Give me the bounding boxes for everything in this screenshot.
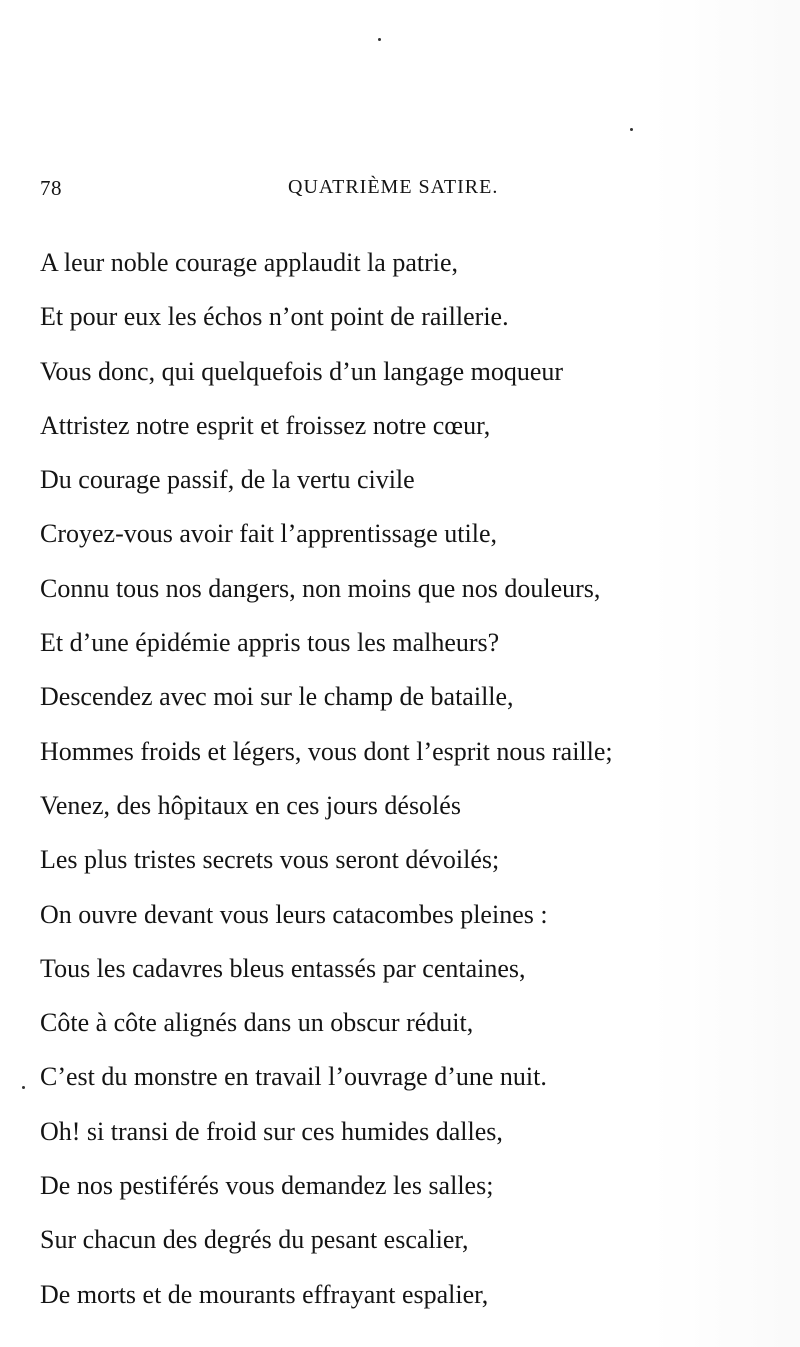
ink-speck — [22, 1086, 25, 1089]
verse-line: Oh! si transi de froid sur ces humides dalles, — [40, 1116, 503, 1146]
verse-line: A leur noble courage applaudit la patrie, — [40, 248, 459, 277]
verse-line: Les plus tristes secrets vous seront dévoilés; — [40, 845, 500, 875]
verse-line: Tous les cadavres bleus entassés par centaines, — [40, 953, 526, 983]
verse-line: On ouvre devant vous leurs catacombes pleines : — [40, 899, 548, 929]
verse-line: Attristez notre esprit et froissez notre cœur, — [40, 410, 491, 440]
verse-line: Hommes froids et légers, vous dont l’esprit nous raille; — [40, 736, 613, 766]
verse-line: Vous donc, qui quelquefois d’un langage moqueur — [40, 356, 564, 386]
verse-line: Et d’une épidémie appris tous les malheurs? — [40, 628, 500, 658]
verse-line: Sur chacun des degrés du pesant escalier, — [40, 1225, 469, 1255]
verse-line: Du courage passif, de la vertu civile — [40, 465, 415, 495]
running-title: QUATRIÈME SATIRE. — [288, 176, 499, 198]
page-header — [40, 176, 540, 206]
verse-line: Descendez avec moi sur le champ de bataille, — [40, 682, 514, 712]
verse-line: Et pour eux les échos n’ont point de raillerie. — [40, 302, 509, 332]
poem-text — [40, 236, 780, 1322]
page-number: 78 — [40, 176, 62, 200]
verse-line: De nos pestiférés vous demandez les salles; — [40, 1171, 494, 1201]
verse-line: C’est du monstre en travail l’ouvrage d’une nuit. — [40, 1062, 547, 1092]
verse-line: Croyez-vous avoir fait l’apprentissage utile, — [40, 519, 498, 549]
ink-speck — [378, 38, 381, 41]
verse-line: Côte à côte alignés dans un obscur réduit, — [40, 1008, 474, 1038]
verse-line: Venez, des hôpitaux en ces jours désolés — [40, 790, 461, 820]
verse-line: De morts et de mourants effrayant espalier, — [40, 1279, 489, 1309]
verse-line: Connu tous nos dangers, non moins que nos douleurs, — [40, 573, 601, 603]
ink-speck — [630, 128, 633, 131]
